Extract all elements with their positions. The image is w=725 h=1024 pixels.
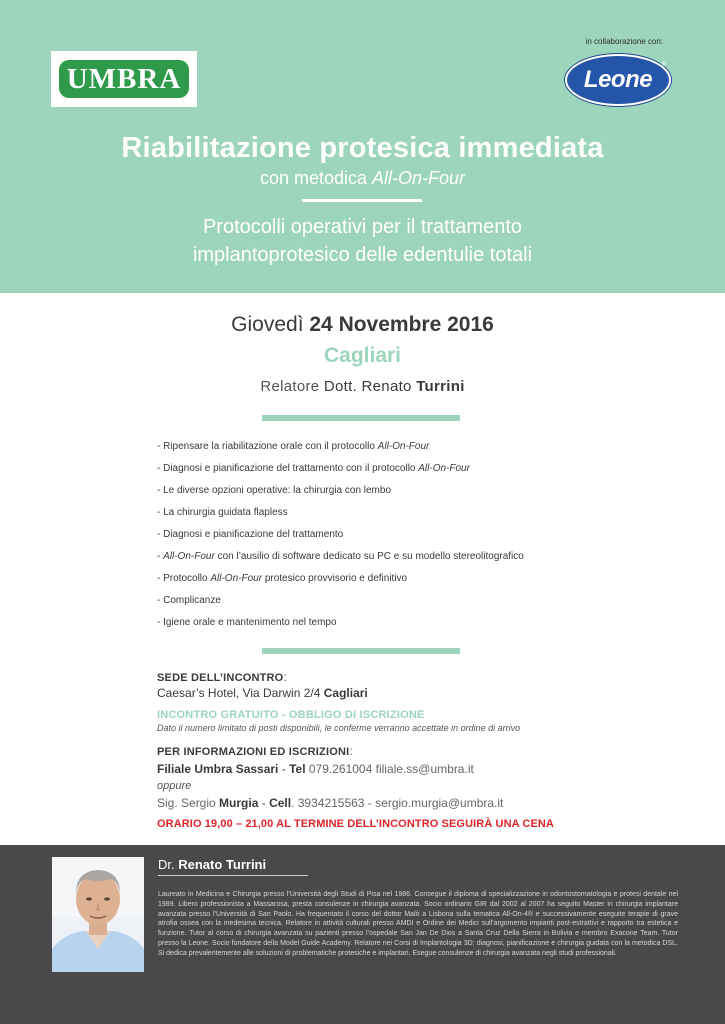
registered-mark: ® [661,62,666,68]
bio-title: Dr. [158,857,179,872]
topic-item: - Diagnosi e pianificazione del trattamento [157,529,344,540]
contact-label: PER INFORMAZIONI ED ISCRIZIONI [157,746,350,758]
branch-tel: 079.261004 [305,762,376,776]
contact-heading: PER INFORMAZIONI ED ISCRIZIONI: [157,744,353,758]
event-day: 24 Novembre 2016 [309,313,494,336]
venue-heading: SEDE DELL’INCONTRO: [157,670,287,684]
section-divider-top [262,415,460,421]
person-last-name: Murgia [219,796,259,810]
speaker-photo [52,857,144,972]
topic-item: - Le diverse opzioni operative: la chirurgia con lembo [157,485,392,496]
bio-name [158,857,266,872]
free-note: Dato il numero limitato di posti disponibili, le conferme verranno accettate in ordine di arrivo [157,723,521,733]
schedule-notice: ORARIO 19,00 – 21,00 AL TERMINE DELL’INCONTRO SEGUIRÀ UNA CENA [157,818,554,830]
person-email[interactable]: sergio.murgia@umbra.it [375,796,504,810]
topic-item: - La chirurgia guidata flapless [157,507,288,518]
speaker-bio [0,845,725,1024]
person-cell-label: Cell [269,796,292,810]
speaker-line [0,378,725,395]
topic-item: - Protocollo All-On-Four protesico provvisorio e definitivo [157,573,408,584]
leone-logo [565,54,671,106]
branch-contact: Filiale Umbra Sassari - Tel 079.261004 filiale.ss@umbra.it [157,762,474,776]
event-weekday: Giovedì [231,313,304,336]
venue-address: Caesar’s Hotel, Via Darwin 2/4 Cagliari [157,686,368,700]
topic-item: - Ripensare la riabilitazione orale con il protocollo All-On-Four [157,441,430,452]
subtitle-prefix: con metodica [259,168,368,188]
branch-email[interactable]: filiale.ss@umbra.it [375,762,474,776]
speaker-portrait-icon [52,857,144,972]
topic-item: - Complicanze [157,595,221,606]
event-city: Cagliari [323,344,402,367]
page-subtitle [0,168,725,189]
bio-divider [158,875,308,876]
person-cell: . 3934215563 - [291,796,376,810]
umbra-logo [51,51,197,107]
free-notice: INCONTRO GRATUITO - OBBLIGO DI ISCRIZIONE [157,709,425,721]
branch-name: Filiale Umbra Sassari [157,762,279,776]
collaboration-label: in collaborazione con: [585,37,663,46]
leone-logo-text: Leone [583,66,653,93]
person-contact: Sig. Sergio Murgia - Cell. 3934215563 - sergio.murgia@umbra.it [157,796,504,810]
umbra-logo-text: UMBRA [66,62,182,95]
speaker-last-name: Turrini [416,378,465,395]
branch-tel-label: Tel [289,762,306,776]
bio-text: Laureato in Medicina e Chirurgia presso l’Università degli Studi di Pisa nel 1986. Consegue il diploma di specializzazione in odontostomatologia e protesi dentale nel 1989. Libero professionista a Massarosa, presta consulenze in chirurgia avanzata. Socio ordinario GIR dal 2002 al 2007 ha seguito Master in chirurgia implantare avanzata presso l’Università di San Paolo. Ha frequentato il corso del dottor Malò a Lisbona sulla tematica All-On-4® e successivamente eseguite terapie di grave atrofia ossea con la medesima tecnica. Relatore in attività culturali presso AMDI e Ordine dei Medici sull’argomento impianti post-estrattivi e rapporto tra estetica e funzione. Tutor al corso di chirurgia avanzata su pazienti presso l’ospedale San Jan De Dios a Santa Cruz Della Sierra in Bolivia e membro Exacone Team. Tutor presso la Leone. Socio fondatore della Model Guide Academy. Relatore nei Corsi di Implantologia 3D: diagnosi, pianificazione e chirurgia guidata con la metodica DSL. Si dedica prevalentemente alle soluzioni di problematiche protesiche e implantari. Esegue consulenze di chirurgia avanzata negli studi professionali. [158,891,678,957]
header-banner [0,0,725,293]
tagline [0,213,725,269]
topics-list [157,436,597,634]
venue-city: Cagliari [323,686,368,700]
section-divider-bottom [262,648,460,654]
header-divider [302,199,422,202]
umbra-logo-badge [59,60,189,98]
or-label: oppure [157,780,192,792]
event-date [0,313,725,337]
tagline-line-1: Protocolli operativi per il trattamento [202,216,523,238]
speaker-label: Relatore [260,378,320,395]
topic-item: - Igiene orale e mantenimento nel tempo [157,617,337,628]
venue-label: SEDE DELL’INCONTRO [157,672,284,684]
bio-speaker-name: Renato Turrini [178,857,267,872]
speaker-first-name: Dott. Renato [323,378,412,395]
topic-item: - Diagnosi e pianificazione del trattamento con il protocollo All-On-Four [157,463,470,474]
topic-item: - All-On-Four con l’ausilio di software dedicato su PC e su modello stereolitografico [157,551,524,562]
page-title: Riabilitazione protesica immediata [121,132,604,164]
subtitle-method: All-On-Four [372,168,466,188]
tagline-line-2: implantoprotesico delle edentulie totali [192,244,533,266]
